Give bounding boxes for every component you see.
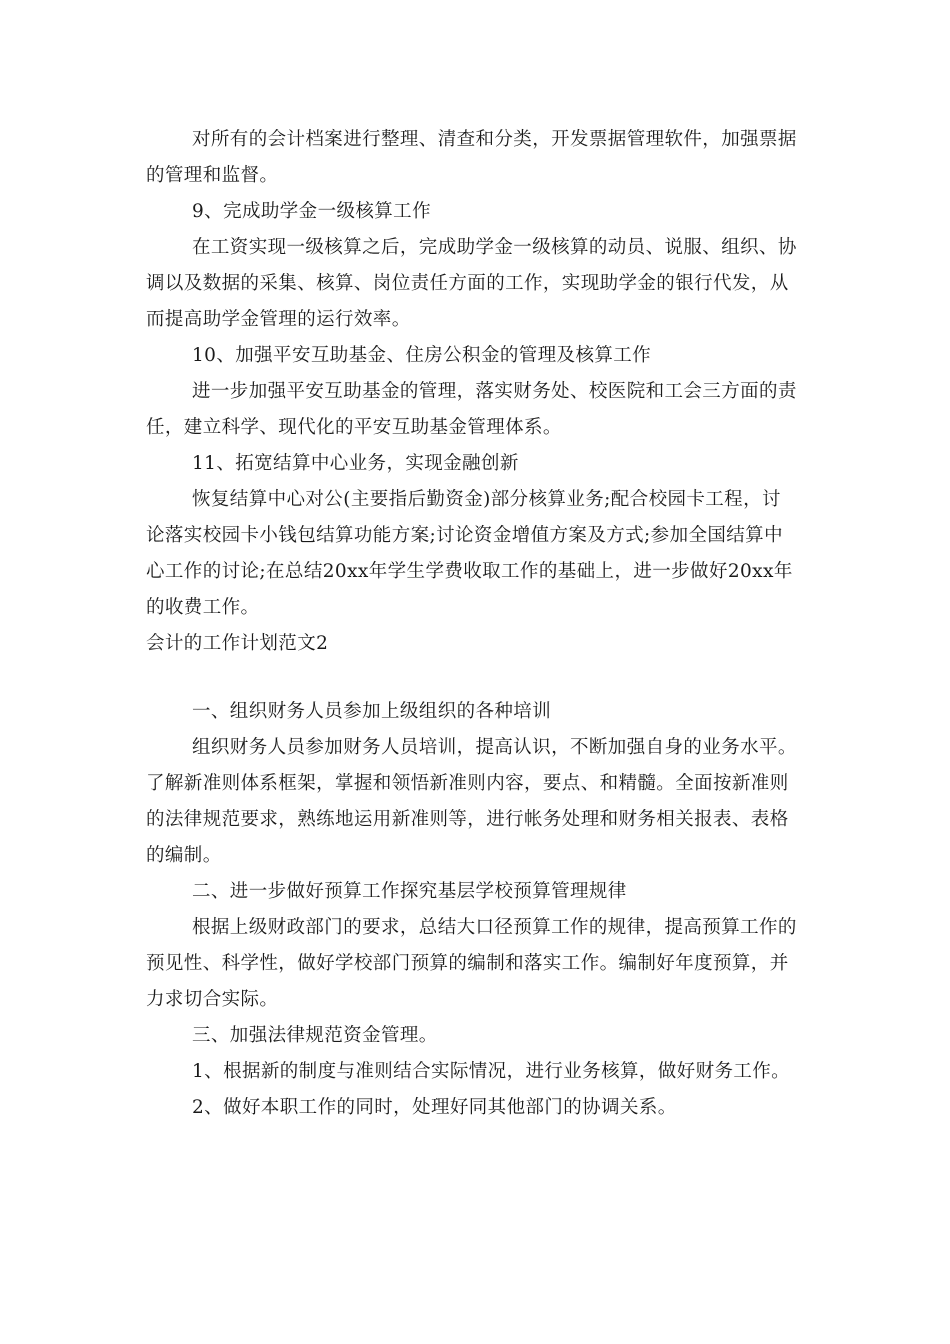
paragraph-line: 心工作的讨论;在总结20xx年学生学费收取工作的基础上，进一步做好20xx年 [146,561,793,582]
paragraph-line: 任，建立科学、现代化的平安互助基金管理体系。 [146,417,562,438]
document-title: 会计的工作计划范文2 [146,633,329,654]
section-heading: 二、进一步做好预算工作探究基层学校预算管理规律 [192,881,627,902]
paragraph-line: 对所有的会计档案进行整理、清查和分类，开发票据管理软件，加强票据 [192,129,797,150]
paragraph-line: 的收费工作。 [146,597,260,618]
section-heading: 9、完成助学金一级核算工作 [192,201,431,222]
paragraph-line: 进一步加强平安互助基金的管理，落实财务处、校医院和工会三方面的责 [192,381,797,402]
paragraph-line: 在工资实现一级核算之后，完成助学金一级核算的动员、说服、组织、协 [192,237,797,258]
paragraph-line: 了解新准则体系框架，掌握和领悟新准则内容，要点、和精髓。全面按新准则 [146,773,789,794]
list-item: 1、根据新的制度与准则结合实际情况，进行业务核算，做好财务工作。 [192,1061,791,1082]
paragraph-line: 预见性、科学性，做好学校部门预算的编制和落实工作。编制好年度预算，并 [146,953,789,974]
paragraph-line: 论落实校园卡小钱包结算功能方案;讨论资金增值方案及方式;参加全国结算中 [146,525,783,546]
section-heading: 10、加强平安互助基金、住房公积金的管理及核算工作 [192,345,652,366]
paragraph-line: 力求切合实际。 [146,989,279,1010]
paragraph-line: 而提高助学金管理的运行效率。 [146,309,411,330]
paragraph-line: 的编制。 [146,845,222,866]
paragraph-line: 的法律规范要求，熟练地运用新准则等，进行帐务处理和财务相关报表、表格 [146,809,789,830]
list-item: 2、做好本职工作的同时，处理好同其他部门的协调关系。 [192,1097,677,1118]
paragraph-line: 组织财务人员参加财务人员培训，提高认识，不断加强自身的业务水平。 [192,737,797,758]
paragraph-line: 的管理和监督。 [146,165,279,186]
section-heading: 11、拓宽结算中心业务，实现金融创新 [192,453,519,474]
paragraph-line: 恢复结算中心对公(主要指后勤资金)部分核算业务;配合校园卡工程，讨 [192,489,781,510]
section-heading: 一、组织财务人员参加上级组织的各种培训 [192,701,552,722]
paragraph-line: 调以及数据的采集、核算、岗位责任方面的工作，实现助学金的银行代发，从 [146,273,789,294]
paragraph-line: 根据上级财政部门的要求，总结大口径预算工作的规律，提高预算工作的 [192,917,797,938]
section-heading: 三、加强法律规范资金管理。 [192,1025,438,1046]
